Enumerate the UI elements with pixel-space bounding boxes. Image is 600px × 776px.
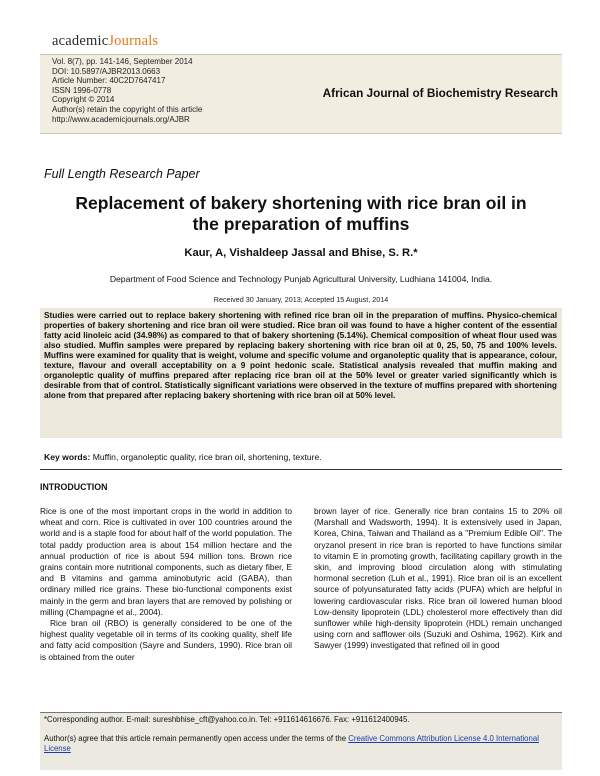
keywords-divider <box>40 469 562 470</box>
meta-doi: DOI: 10.5897/AJBR2013.0663 <box>52 66 161 76</box>
logo-journals-text: Journals <box>108 33 159 49</box>
publisher-logo <box>52 33 158 50</box>
title-line-1: Replacement of bakery shortening with rice bran oil in <box>75 193 527 213</box>
keywords <box>44 452 322 462</box>
received-dates: Received 30 January, 2013; Accepted 15 August, 2014 <box>213 295 389 304</box>
footer-divider <box>40 712 562 713</box>
keywords-label: Key words: <box>44 452 91 462</box>
logo-academic-text: academic <box>52 33 109 49</box>
section-heading: INTRODUCTION <box>40 482 108 492</box>
abstract-box <box>40 308 562 438</box>
affiliation: Department of Food Science and Technology Punjab Agricultural University, Ludhiana 141004, India. <box>109 274 493 284</box>
authors: Kaur, A, Vishaldeep Jassal and Bhise, S. R.* <box>184 247 418 259</box>
abstract-text: Studies were carried out to replace bakery shortening with refined rice bran oil in the preparation of muffins. Physico-chemical properties of bakery shortening and rice bran oil were studied. Rice bran oil was found to have a higher content of the essential fatty acid linoleic acid (34.98%) as compared to that of bakery shortening (5.14%). Chemical composition of wheat flour used was also studied. Muffin samples were prepared by replacing bakery shortening with rice bran oil at 0, 25, 50, 75 and 100% levels. Muffins were examined for quality that is weight, volume and specific volume and organoleptic quality that is appearance, colour, texture, flavour and overall acceptability on a 9 point hedonic scale. Statistical analysis revealed that muffin making and organoleptic quality of muffins prepared after replacing rice bran oil at the 50% level or greater varied significantly which is desirable from that of control. Statistically significant variations were observed in the texture of muffins prepared with shortening alone from that prepared after replacing bakery shortening with rice bran oil at 50% level. <box>44 310 557 401</box>
license-link[interactable]: Creative Commons Attribution License 4.0 International License <box>44 734 539 753</box>
paper-title <box>40 193 562 235</box>
left-paragraph-1: Rice is one of the most important crops in the world in addition to wheat and corn. Rice is cultivated in over 100 countries around the world and is a staple food for about half of the world population. The total paddy production area is about 154 million hectare and the annual production of rice is about 594 million tons. Brown rice grains contain more nutritional components, such as dietary fiber, E and B vitamins and gamma aminobutyric acid (GABA), than ordinary milled rice grains. These bio-functional components exist mainly in the germ and bran layers that are removed by polishing or milling (Champagne et al., 2004). <box>40 506 292 617</box>
meta-article-number: Article Number: 40C2D7647417 <box>52 76 166 86</box>
meta-rights: Author(s) retain the copyright of this article <box>52 104 203 114</box>
title-line-2: the preparation of muffins <box>192 214 410 234</box>
left-column <box>40 506 292 663</box>
license-prefix: Author(s) agree that this article remain permanently open access under the terms of the <box>44 734 349 743</box>
meta-copyright: Copyright © 2014 <box>52 95 115 105</box>
left-paragraph-2: Rice bran oil (RBO) is generally considered to be one of the highest quality vegetable oil in terms of its cooking quality, shelf life and fatty acid composition (Sayre and Sunders, 1990). Rice bran oil is obtained from the outer <box>40 618 292 662</box>
journal-name: African Journal of Biochemistry Research <box>322 86 558 100</box>
right-column <box>314 506 562 652</box>
paper-type: Full Length Research Paper <box>44 167 200 181</box>
keywords-text: Muffin, organoleptic quality, rice bran oil, shortening, texture. <box>92 452 322 462</box>
article-metadata <box>52 57 202 124</box>
license-note <box>44 734 556 753</box>
corresponding-author: *Corresponding author. E-mail: sureshbhise_cft@yahoo.co.in. Tel: +911614616676. Fax: +911612400945. <box>44 715 410 724</box>
meta-volume: Vol. 8(7), pp. 141-146, September 2014 <box>52 57 193 66</box>
meta-url[interactable]: http://www.academicjournals.org/AJBR <box>52 114 190 124</box>
meta-issn: ISSN 1996-0778 <box>52 85 112 95</box>
right-paragraph-1: brown layer of rice. Generally rice bran contains 15 to 20% oil (Marshall and Wadsworth, 1994). It is extensively used in Japan, Korea, China, Taiwan and Thailand as a "Premium Edible Oil". The oryzanol present in rice bran is reported to have functions similar to vitamin E in promoting growth, facilitating capillary growth in the skin, and improving blood circulation along with stimulating hormonal secretion (Luh et al., 1991). Rice bran oil is an excellent source of polyunsaturated fatty acids (PUFA) which are helpful in lowering cardiovascular risks. Rice bran oil lowered human blood Low-density lipoprotein (LDL) cholesterol more effectively than did sunflower while high-density lipoprotein (HDL) remain unchanged using corn and safflower oils (Suzuki and Oshima, 1962). Kirk and Sawyer (1999) investigated that refined oil in good <box>314 506 562 651</box>
